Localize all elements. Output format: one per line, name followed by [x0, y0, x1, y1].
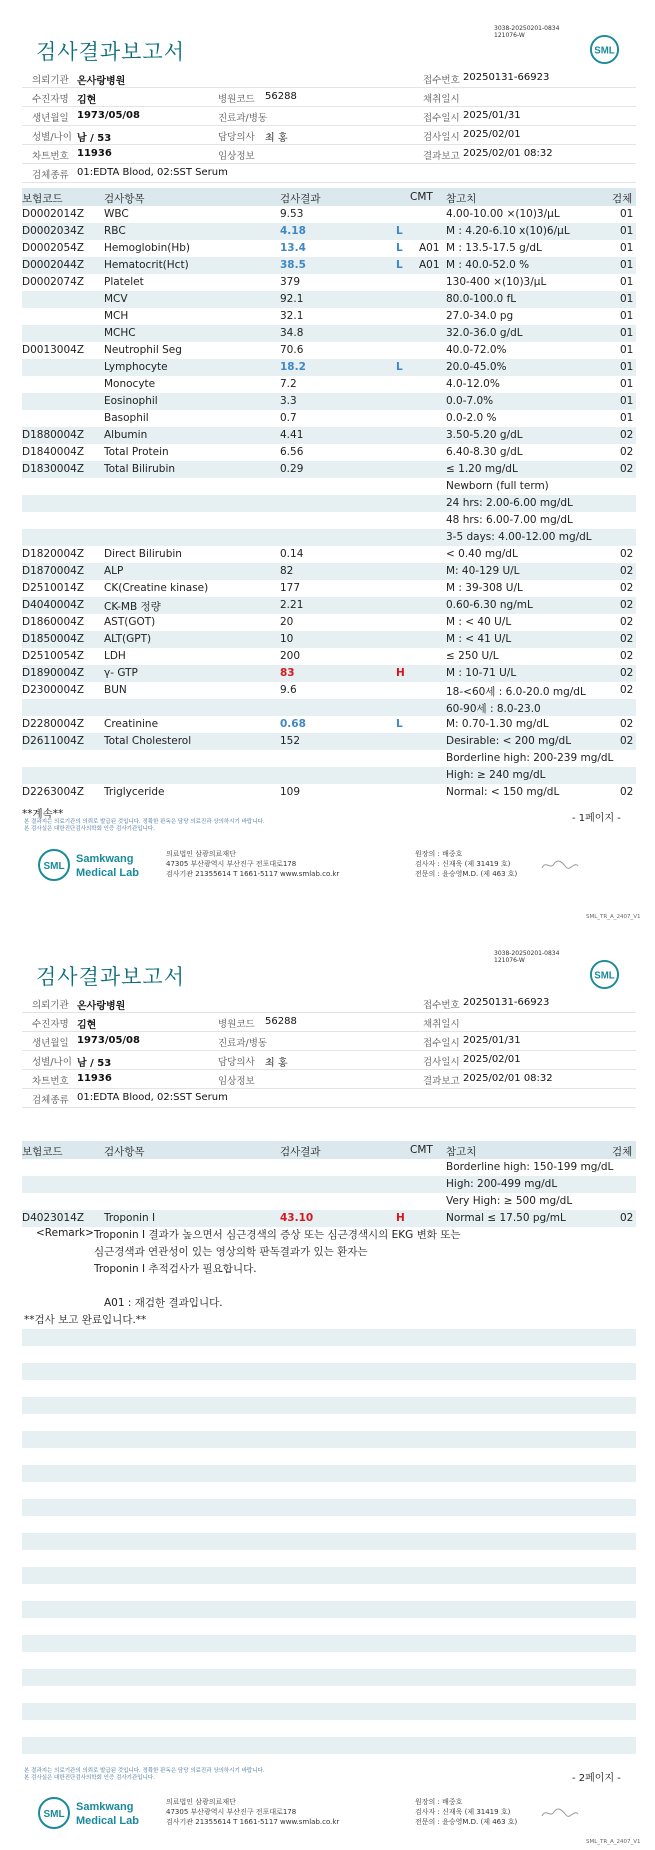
doc-code-2: SML_TR_A_2407_V1 — [586, 1839, 641, 1845]
header-row-2: 수진자명 김현 병원코드 56288 채취일시 — [22, 87, 636, 107]
specimen-code: 02 — [620, 650, 634, 662]
insurance-code: D2611004Z — [22, 735, 85, 747]
test-name: ALT(GPT) — [104, 633, 152, 645]
footnote-1: 본 결과지는 의료기관의 의뢰로 발급된 것입니다. 정확한 판독은 담당 의료진과 상의하시기 바랍니다. 본 검사실은 대한진단검사의학회 인증 검사기관입니다. — [24, 819, 265, 832]
table-row — [22, 291, 636, 308]
empty-row — [22, 1533, 636, 1550]
reference-range: ≤ 1.20 mg/dL — [446, 463, 518, 475]
report-date-value: 2025/02/01 08:32 — [463, 148, 553, 159]
empty-row — [22, 1431, 636, 1448]
report-title: 검사결과보고서 — [36, 40, 186, 64]
specimen-code: 02 — [620, 684, 634, 696]
test-name: Troponin I — [104, 1212, 156, 1224]
reference-range: M: 0.70-1.30 mg/dL — [446, 718, 549, 730]
test-name: Total Bilirubin — [104, 463, 176, 475]
table-row — [22, 1176, 636, 1193]
sml-logo-icon — [589, 959, 620, 990]
test-name: CK-MB 정량 — [104, 601, 161, 613]
test-result: 4.41 — [280, 429, 304, 441]
reference-range: M : 13.5-17.5 g/dL — [446, 242, 542, 254]
reference-range: Borderline high: 200-239 mg/dL — [446, 752, 614, 764]
insurance-code: D1890004Z — [22, 667, 85, 679]
results-table-header: 보험코드 검사항목 검사결과 CMT 참고치 검체 — [22, 1141, 636, 1159]
reference-range: 0.0-7.0% — [446, 395, 494, 407]
specimen-code: 01 — [620, 310, 634, 322]
test-name: Albumin — [104, 429, 148, 441]
test-result: 0.7 — [280, 412, 297, 424]
test-result: 83 — [280, 667, 295, 679]
empty-row — [22, 1414, 636, 1431]
table-row — [22, 308, 636, 325]
test-date-value: 2025/02/01 — [463, 129, 521, 140]
specimen-code: 02 — [620, 429, 634, 441]
table-row — [22, 342, 636, 359]
results-table-header: 보험코드 검사항목 검사결과 CMT 참고치 검체 — [22, 188, 636, 206]
reference-range: Normal: < 150 mg/dL — [446, 786, 560, 798]
empty-row — [22, 1601, 636, 1618]
samkwang-logo-icon — [36, 845, 156, 885]
reference-range: 3.50-5.20 g/dL — [446, 429, 523, 441]
barcode-text: 3038-20250201-0834 121076-W — [494, 950, 560, 964]
test-name: MCH — [104, 310, 129, 322]
table-row — [22, 733, 636, 750]
test-result: 92.1 — [280, 293, 304, 305]
signature-image — [540, 858, 580, 872]
table-row — [22, 699, 636, 716]
empty-row — [22, 1499, 636, 1516]
test-result: 43.10 — [280, 1212, 314, 1224]
footer-brand-top: Samkwang — [76, 853, 134, 865]
specimen-code: 01 — [620, 344, 634, 356]
test-result: 6.56 — [280, 446, 304, 458]
test-name: Monocyte — [104, 378, 156, 390]
empty-row — [22, 1482, 636, 1499]
header-row-3: 생년월일 1973/05/08 진료과/병동 접수일시 2025/01/31 — [22, 1031, 636, 1051]
empty-row — [22, 1635, 636, 1652]
table-row — [22, 427, 636, 444]
empty-row — [22, 1380, 636, 1397]
hospital-code-value: 56288 — [265, 91, 297, 102]
empty-row — [22, 1346, 636, 1363]
reference-range: Very High: ≥ 500 mg/dL — [446, 1195, 573, 1207]
insurance-code: D2263004Z — [22, 786, 85, 798]
insurance-code: D2300004Z — [22, 684, 85, 696]
result-flag: L — [396, 242, 403, 254]
insurance-code: D1850004Z — [22, 633, 85, 645]
table-row — [22, 1210, 636, 1227]
reference-range: 60-90세 : 8.0-23.0 — [446, 703, 541, 715]
reference-range: Borderline high: 150-199 mg/dL — [446, 1161, 614, 1173]
specimen-value: 01:EDTA Blood, 02:SST Serum — [77, 167, 228, 178]
table-row — [22, 648, 636, 665]
test-result: 38.5 — [280, 259, 306, 271]
footer-logo-text: SML — [43, 861, 65, 872]
reference-range: M : < 41 U/L — [446, 633, 512, 645]
insurance-code: D1830004Z — [22, 463, 85, 475]
empty-row — [22, 1448, 636, 1465]
empty-row — [22, 1703, 636, 1720]
test-name: ALP — [104, 565, 124, 577]
empty-row — [22, 1465, 636, 1482]
signature-image — [540, 1806, 580, 1820]
report-title: 검사결과보고서 — [36, 965, 186, 989]
footer-brand-top: Samkwang — [76, 1801, 134, 1813]
table-row — [22, 784, 636, 801]
table-row — [22, 1159, 636, 1176]
table-row — [22, 631, 636, 648]
specimen-code: 01 — [620, 395, 634, 407]
table-row — [22, 461, 636, 478]
test-name: Platelet — [104, 276, 144, 288]
test-name: AST(GOT) — [104, 616, 156, 628]
table-row — [22, 410, 636, 427]
specimen-code: 01 — [620, 361, 634, 373]
reference-range: 3-5 days: 4.00-12.00 mg/dL — [446, 531, 592, 543]
sml-logo-icon — [589, 34, 620, 65]
specimen-code: 01 — [620, 259, 634, 271]
test-result: 9.53 — [280, 208, 304, 220]
empty-row — [22, 1397, 636, 1414]
result-flag: L — [396, 718, 403, 730]
test-result: 0.14 — [280, 548, 304, 560]
empty-row — [22, 1720, 636, 1737]
table-row — [22, 206, 636, 223]
specimen-code: 02 — [620, 667, 634, 679]
table-row — [22, 665, 636, 682]
specimen-code: 02 — [620, 735, 634, 747]
insurance-code: D0002044Z — [22, 259, 85, 271]
reference-range: High: ≥ 240 mg/dL — [446, 769, 546, 781]
empty-row — [22, 1516, 636, 1533]
insurance-code: D2280004Z — [22, 718, 85, 730]
reference-range: Normal ≤ 17.50 pg/mL — [446, 1212, 566, 1224]
header-row-4: 성별/나이 남 / 53 담당의사 최 홍 검사일시 2025/02/01 — [22, 125, 636, 145]
table-row — [22, 1193, 636, 1210]
reference-range: M: 40-129 U/L — [446, 565, 520, 577]
table-row — [22, 274, 636, 291]
test-name: CK(Creatine kinase) — [104, 582, 209, 594]
specimen-code: 02 — [620, 446, 634, 458]
test-result: 0.29 — [280, 463, 304, 475]
test-result: 0.68 — [280, 718, 306, 730]
empty-row — [22, 1737, 636, 1754]
specimen-code: 01 — [620, 225, 634, 237]
table-row — [22, 240, 636, 257]
result-flag: H — [396, 1212, 405, 1224]
result-flag: H — [396, 667, 405, 679]
client-value: 온사랑병원 — [77, 76, 126, 87]
receipt-no-value: 20250131-66923 — [463, 72, 550, 83]
test-name: Total Cholesterol — [104, 735, 192, 747]
receipt-date-value: 2025/01/31 — [463, 110, 521, 121]
doc-code-1: SML_TR_A_2407_V1 — [586, 914, 641, 920]
reference-range: ≤ 250 U/L — [446, 650, 499, 662]
specimen-code: 02 — [620, 616, 634, 628]
test-name: Direct Bilirubin — [104, 548, 182, 560]
reference-range: M : < 40 U/L — [446, 616, 512, 628]
result-flag: L — [396, 361, 403, 373]
table-row — [22, 563, 636, 580]
table-row — [22, 478, 636, 495]
test-name: MCV — [104, 293, 128, 305]
page-number-2: - 2페이지 - — [572, 1773, 621, 1784]
empty-row — [22, 1329, 636, 1346]
test-result: 34.8 — [280, 327, 304, 339]
specimen-code: 02 — [620, 633, 634, 645]
test-result: 10 — [280, 633, 294, 645]
continue-note: **계속** — [22, 808, 64, 820]
specimen-code: 02 — [620, 565, 634, 577]
reference-range: 27.0-34.0 pg — [446, 310, 514, 322]
specimen-code: 02 — [620, 786, 634, 798]
report-page-2 — [0, 925, 655, 1850]
doctor-value: 최 홍 — [265, 133, 288, 144]
footer-logo-text: SML — [43, 1809, 65, 1820]
test-name: Triglyceride — [104, 786, 165, 798]
test-name: LDH — [104, 650, 126, 662]
chart-value: 11936 — [77, 148, 112, 159]
specimen-code: 02 — [620, 718, 634, 730]
table-row — [22, 495, 636, 512]
test-result: 379 — [280, 276, 301, 288]
test-name: Eosinophil — [104, 395, 158, 407]
empty-row — [22, 1363, 636, 1380]
insurance-code: D1860004Z — [22, 616, 85, 628]
test-name: Lymphocyte — [104, 361, 168, 373]
test-name: Creatinine — [104, 718, 159, 730]
test-name: Basophil — [104, 412, 149, 424]
table-row — [22, 444, 636, 461]
empty-row — [22, 1584, 636, 1601]
samkwang-logo-icon — [36, 1793, 156, 1833]
specimen-code: 02 — [620, 599, 634, 611]
remark-line-1: Troponin I 결과가 높으면서 심근경색의 증상 또는 심근경색시의 EKG 변화 또는 — [94, 1229, 461, 1241]
logo-text: SML — [594, 45, 615, 57]
insurance-code: D1820004Z — [22, 548, 85, 560]
insurance-code: D0002034Z — [22, 225, 85, 237]
reference-range: 4.00-10.00 ×(10)3/μL — [446, 208, 560, 220]
header-row-1: 의뢰기관 온사랑병원 접수번호 20250131-66923 — [22, 993, 636, 1013]
results-table-page-1 — [22, 206, 636, 801]
insurance-code: D0002054Z — [22, 242, 85, 254]
insurance-code: D4040004Z — [22, 599, 85, 611]
test-result: 32.1 — [280, 310, 304, 322]
insurance-code: D0013004Z — [22, 344, 85, 356]
table-row — [22, 767, 636, 784]
test-result: 177 — [280, 582, 301, 594]
table-row — [22, 580, 636, 597]
footer-staff-block: 원장의 : 배중호 검사자 : 신재욱 (제 31419 호) 전문의 : 윤승영M.D. (제 463 호) — [415, 1798, 518, 1826]
test-result: 82 — [280, 565, 294, 577]
header-row-4: 성별/나이 남 / 53 담당의사 최 홍 검사일시 2025/02/01 — [22, 1050, 636, 1070]
empty-row-area — [22, 1329, 636, 1754]
result-flag: L — [396, 225, 403, 237]
remark-line-3: Troponin I 추적검사가 필요합니다. — [94, 1263, 257, 1275]
empty-row — [22, 1567, 636, 1584]
insurance-code: D1880004Z — [22, 429, 85, 441]
reference-range: 40.0-72.0% — [446, 344, 507, 356]
reference-range: Newborn (full term) — [446, 480, 549, 492]
table-row — [22, 716, 636, 733]
header-row-2: 수진자명 김현 병원코드 56288 채취일시 — [22, 1012, 636, 1032]
reference-range: 32.0-36.0 g/dL — [446, 327, 523, 339]
test-result: 18.2 — [280, 361, 306, 373]
test-name: γ- GTP — [104, 667, 138, 679]
test-name: Total Protein — [104, 446, 169, 458]
table-row — [22, 512, 636, 529]
empty-row — [22, 1550, 636, 1567]
table-row — [22, 614, 636, 631]
insurance-code: D4023014Z — [22, 1212, 85, 1224]
test-name: RBC — [104, 225, 126, 237]
specimen-code: 02 — [620, 582, 634, 594]
table-row — [22, 393, 636, 410]
reference-range: 20.0-45.0% — [446, 361, 507, 373]
footer-staff-block: 원장의 : 배중호 검사자 : 신재욱 (제 31419 호) 전문의 : 윤승영M.D. (제 463 호) — [415, 850, 518, 878]
insurance-code: D2510054Z — [22, 650, 85, 662]
reference-range: M : 40.0-52.0 % — [446, 259, 530, 271]
page-number-1: - 1페이지 - — [572, 813, 621, 824]
table-row — [22, 325, 636, 342]
specimen-code: 01 — [620, 208, 634, 220]
table-row — [22, 750, 636, 767]
test-name: BUN — [104, 684, 127, 696]
reference-range: 130-400 ×(10)3/μL — [446, 276, 547, 288]
empty-row — [22, 1652, 636, 1669]
header-row-5: 차트번호 11936 임상정보 결과보고 2025/02/01 08:32 — [22, 1069, 636, 1089]
reference-range: 6.40-8.30 g/dL — [446, 446, 523, 458]
test-result: 2.21 — [280, 599, 304, 611]
specimen-code: 02 — [620, 463, 634, 475]
sex-age-value: 남 / 53 — [77, 133, 112, 144]
test-result: 4.18 — [280, 225, 306, 237]
test-name: MCHC — [104, 327, 136, 339]
reference-range: 80.0-100.0 fL — [446, 293, 517, 305]
reference-range: 18-<60세 : 6.0-20.0 mg/dL — [446, 686, 586, 698]
test-result: 9.6 — [280, 684, 297, 696]
comment-code: A01 — [419, 259, 440, 271]
test-result: 70.6 — [280, 344, 304, 356]
insurance-code: D0002074Z — [22, 276, 85, 288]
dob-value: 1973/05/08 — [77, 110, 140, 121]
insurance-code: D1870004Z — [22, 565, 85, 577]
table-row — [22, 529, 636, 546]
reference-range: Desirable: < 200 mg/dL — [446, 735, 572, 747]
header-row-1: 의뢰기관 온사랑병원 접수번호 20250131-66923 — [22, 68, 636, 88]
patient-value: 김현 — [77, 95, 97, 106]
reference-range: High: 200-499 mg/dL — [446, 1178, 558, 1190]
table-row — [22, 597, 636, 614]
barcode-text: 3038-20250201-0834 121076-W — [494, 25, 560, 39]
test-result: 152 — [280, 735, 301, 747]
footer-org-block: 의료법인 삼광의료재단 47305 부산광역시 부산진구 전포대로178 검사기관 21355614 T 1661-5117 www.smlab.co.kr — [166, 850, 340, 878]
header-row-5: 차트번호 11936 임상정보 결과보고 2025/02/01 08:32 — [22, 144, 636, 164]
report-complete-note: **검사 보고 완료입니다.** — [24, 1314, 147, 1326]
test-result: 3.3 — [280, 395, 297, 407]
reference-range: M : 10-71 U/L — [446, 667, 517, 679]
specimen-code: 01 — [620, 327, 634, 339]
specimen-code: 01 — [620, 378, 634, 390]
a01-note: A01 : 재검한 결과입니다. — [104, 1297, 223, 1309]
reference-range: 0.60-6.30 ng/mL — [446, 599, 533, 611]
empty-row — [22, 1669, 636, 1686]
reference-range: M : 39-308 U/L — [446, 582, 523, 594]
empty-row — [22, 1686, 636, 1703]
table-row — [22, 359, 636, 376]
footer-brand-bottom: Medical Lab — [76, 867, 139, 879]
test-result: 7.2 — [280, 378, 297, 390]
comment-code: A01 — [419, 242, 440, 254]
reference-range: 0.0-2.0 % — [446, 412, 497, 424]
test-name: WBC — [104, 208, 129, 220]
test-result: 200 — [280, 650, 301, 662]
header-row-6: 검체종류 01:EDTA Blood, 02:SST Serum — [22, 1088, 636, 1108]
reference-range: 48 hrs: 6.00-7.00 mg/dL — [446, 514, 573, 526]
insurance-code: D2510014Z — [22, 582, 85, 594]
specimen-code: 01 — [620, 293, 634, 305]
result-flag: L — [396, 259, 403, 271]
specimen-code: 01 — [620, 412, 634, 424]
specimen-code: 01 — [620, 276, 634, 288]
table-row — [22, 257, 636, 274]
specimen-code: 02 — [620, 1212, 634, 1224]
empty-row — [22, 1618, 636, 1635]
insurance-code: D1840004Z — [22, 446, 85, 458]
reference-range: < 0.40 mg/dL — [446, 548, 518, 560]
table-row — [22, 682, 636, 699]
header-row-3: 생년월일 1973/05/08 진료과/병동 접수일시 2025/01/31 — [22, 106, 636, 126]
reference-range: M : 4.20-6.10 x(10)6/μL — [446, 225, 570, 237]
table-row — [22, 223, 636, 240]
remark-line-2: 심근경색과 연관성이 있는 영상의학 판독결과가 있는 환자는 — [94, 1246, 368, 1258]
test-name: Hematocrit(Hct) — [104, 259, 189, 271]
test-result: 20 — [280, 616, 294, 628]
footer-org-block: 의료법인 삼광의료재단 47305 부산광역시 부산진구 전포대로178 검사기관 21355614 T 1661-5117 www.smlab.co.kr — [166, 1798, 340, 1826]
table-row — [22, 376, 636, 393]
test-name: Hemoglobin(Hb) — [104, 242, 191, 254]
specimen-code: 02 — [620, 548, 634, 560]
reference-range: 4.0-12.0% — [446, 378, 500, 390]
results-table-page-2 — [22, 1159, 636, 1227]
specimen-code: 01 — [620, 242, 634, 254]
test-name: Neutrophil Seg — [104, 344, 182, 356]
remark-label: <Remark> — [36, 1227, 94, 1239]
footnote-2: 본 결과지는 의료기관의 의뢰로 발급된 것입니다. 정확한 판독은 담당 의료진과 상의하시기 바랍니다. 본 검사실은 대한진단검사의학회 인증 검사기관입니다. — [24, 1768, 265, 1781]
table-row — [22, 546, 636, 563]
test-result: 109 — [280, 786, 301, 798]
reference-range: 24 hrs: 2.00-6.00 mg/dL — [446, 497, 573, 509]
logo-text: SML — [594, 970, 615, 982]
test-result: 13.4 — [280, 242, 306, 254]
header-row-6: 검체종류 01:EDTA Blood, 02:SST Serum — [22, 163, 636, 183]
insurance-code: D0002014Z — [22, 208, 85, 220]
footer-brand-bottom: Medical Lab — [76, 1815, 139, 1827]
